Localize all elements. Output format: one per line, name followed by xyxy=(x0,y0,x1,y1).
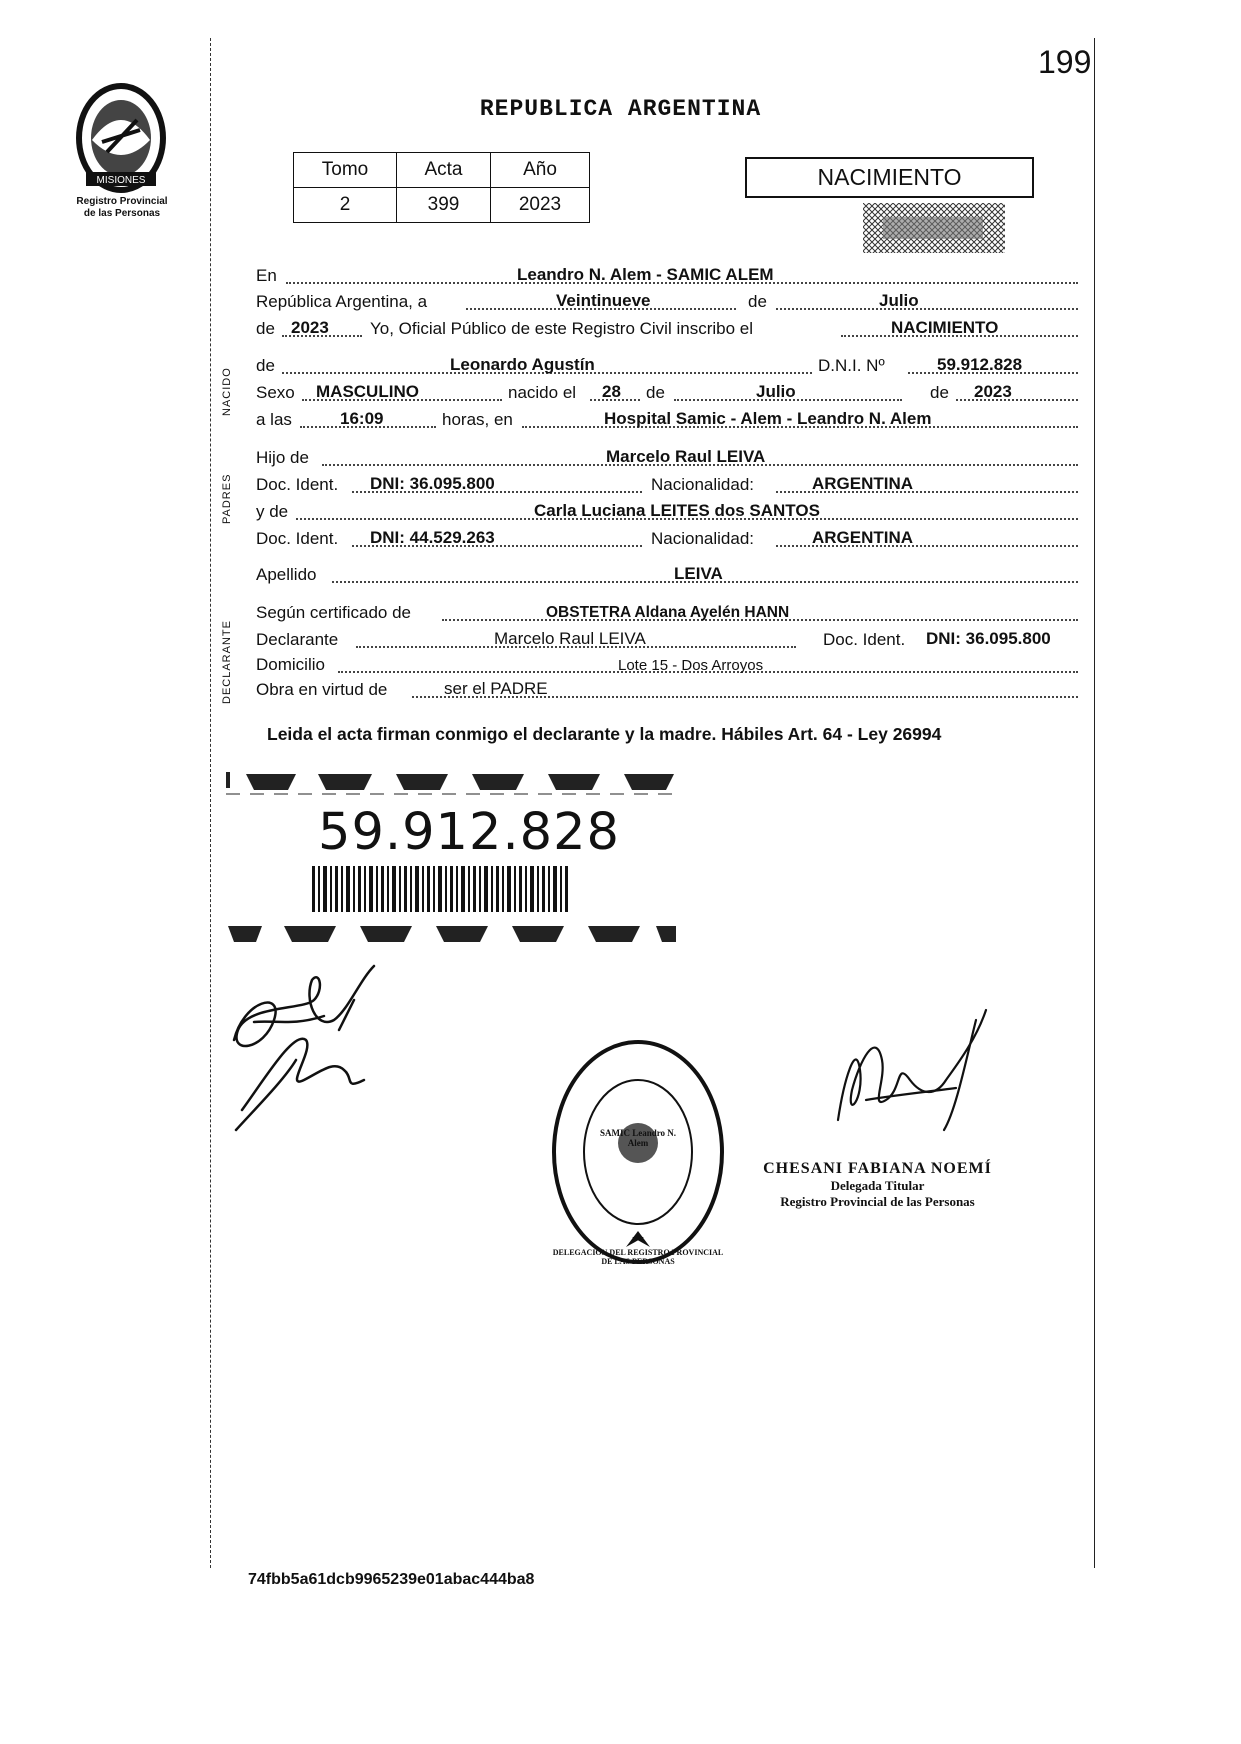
side-label-padres: PADRES xyxy=(221,473,233,524)
row-y-de: y de Carla Luciana LEITES dos SANTOS xyxy=(256,498,1078,524)
birth-day-value: 28 xyxy=(602,382,621,401)
birth-place-value: Hospital Samic - Alem - Leandro N. Alem xyxy=(604,409,932,428)
domicilio-value: Lote 15 - Dos Arroyos xyxy=(618,657,764,674)
document-title: REPUBLICA ARGENTINA xyxy=(479,96,762,122)
declarante-doc-value: DNI: 36.095.800 xyxy=(926,629,1051,648)
security-strip-bottom xyxy=(226,918,676,952)
day-value: Veintinueve xyxy=(556,291,651,310)
child-dni-value: 59.912.828 xyxy=(937,355,1023,374)
official-oval-stamp xyxy=(548,1035,728,1270)
birth-year-value: 2023 xyxy=(974,382,1012,401)
year-value: 2023 xyxy=(291,318,329,337)
value-tomo: 2 xyxy=(294,188,397,223)
security-strip-top xyxy=(226,766,676,800)
officer-title: Delegada Titular xyxy=(830,1178,925,1193)
obra-value: ser el PADRE xyxy=(444,679,548,698)
row-apellido: Apellido LEIVA xyxy=(256,561,1078,587)
row-certificado: Según certificado de OBSTETRA Aldana Ayelén HANN xyxy=(256,599,1078,625)
officer-block xyxy=(755,1160,1000,1210)
row-obra: Obra en virtud de ser el PADRE xyxy=(256,676,1078,702)
father-nationality-value: ARGENTINA xyxy=(812,474,914,493)
mother-doc-value: DNI: 44.529.263 xyxy=(370,528,495,547)
mother-name-value: Carla Luciana LEITES dos SANTOS xyxy=(534,501,820,520)
side-label-nacido: NACIDO xyxy=(221,367,233,416)
row-declarante: Declarante Marcelo Raul LEIVA Doc. Ident. DNI: 36.095.800 xyxy=(256,629,1051,649)
sexo-value: MASCULINO xyxy=(316,382,419,401)
row-nacido-nombre: de Leonardo Agustín D.N.I. Nº 59.912.828 xyxy=(256,352,1078,378)
row-fecha: República Argentina, a Veintinueve de Julio xyxy=(256,288,1078,314)
place-value: Leandro N. Alem - SAMIC ALEM xyxy=(517,265,774,284)
birth-month-value: Julio xyxy=(756,382,796,401)
row-inscribo: de 2023 Yo, Oficial Público de este Registro Civil inscribo el NACIMIENTO xyxy=(256,315,1078,341)
logo-caption: Registro Provincial de las Personas xyxy=(76,196,168,219)
apellido-value: LEIVA xyxy=(674,564,723,583)
row-hijo-de: Hijo de Marcelo Raul LEIVA xyxy=(256,444,1078,470)
document-hash: 74fbb5a61dcb9965239e01abac444ba8 xyxy=(248,1571,535,1588)
officer-signature xyxy=(826,1000,996,1150)
row-sexo: Sexo MASCULINO nacido el 28 de Julio de 2023 xyxy=(256,379,1078,405)
child-name-value: Leonardo Agustín xyxy=(450,355,595,374)
stamp-inner-text: SAMIC Leandro N. Alem xyxy=(599,1128,677,1148)
registry-table xyxy=(293,152,590,223)
header-ano: Año xyxy=(491,153,590,188)
legal-note: Leida el acta firman conmigo el declarante y la madre. Hábiles Art. 64 - Ley 26994 xyxy=(267,724,942,744)
page-number: 199 xyxy=(1038,44,1092,80)
barcode xyxy=(312,866,572,912)
svg-text:MISIONES: MISIONES xyxy=(96,175,146,186)
father-doc-value: DNI: 36.095.800 xyxy=(370,474,495,493)
declarante-value: Marcelo Raul LEIVA xyxy=(494,629,646,648)
record-type-box: NACIMIENTO xyxy=(745,157,1034,198)
officer-organization: Registro Provincial de las Personas xyxy=(780,1194,975,1209)
time-value: 16:09 xyxy=(340,409,384,428)
mother-nationality-value: ARGENTINA xyxy=(812,528,914,547)
dni-large-number: 59.912.828 xyxy=(318,803,621,862)
certificado-value: OBSTETRA Aldana Ayelén HANN xyxy=(546,604,790,621)
row-domicilio: Domicilio Lote 15 - Dos Arroyos xyxy=(256,651,1078,677)
value-ano: 2023 xyxy=(491,188,590,223)
row-hora-lugar: a las 16:09 horas, en Hospital Samic - Alem - Leandro N. Alem xyxy=(256,406,1078,432)
father-name-value: Marcelo Raul LEIVA xyxy=(606,447,766,466)
declarant-signature xyxy=(224,960,394,1145)
event-value: NACIMIENTO xyxy=(891,318,999,337)
left-margin-line xyxy=(210,38,211,1568)
value-acta: 399 xyxy=(397,188,491,223)
header-tomo: Tomo xyxy=(294,153,397,188)
side-label-declarante: DECLARANTE xyxy=(221,620,233,704)
stamp-outer-text: DELEGACION DEL REGISTRO PROVINCIAL DE LAS PERSONAS xyxy=(552,1248,724,1266)
month-value: Julio xyxy=(879,291,919,310)
row-madre-doc: Doc. Ident. DNI: 44.529.263 Nacionalidad: ARGENTINA xyxy=(256,525,1078,551)
row-en: En Leandro N. Alem - SAMIC ALEM xyxy=(256,262,1078,288)
right-margin-line xyxy=(1094,38,1095,1568)
header-acta: Acta xyxy=(397,153,491,188)
officer-name: CHESANI FABIANA NOEMÍ xyxy=(763,1160,992,1177)
security-hologram-stamp xyxy=(863,203,1005,253)
row-padre-doc: Doc. Ident. DNI: 36.095.800 Nacionalidad: ARGENTINA xyxy=(256,471,1078,497)
